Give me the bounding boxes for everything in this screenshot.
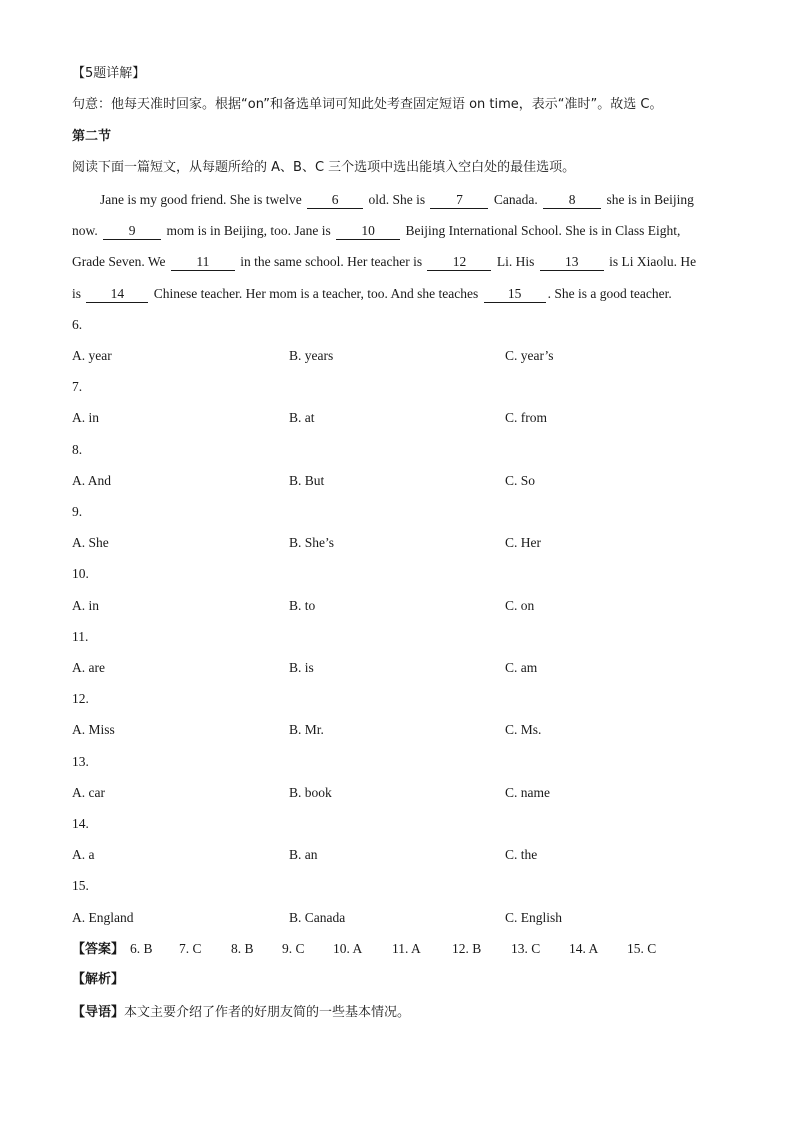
blank-14: 14 bbox=[86, 286, 148, 303]
passage-text: is Li Xiaolu. He bbox=[605, 254, 697, 269]
answers-label: 【答案】 bbox=[72, 942, 125, 957]
passage-text: old. She is bbox=[365, 192, 429, 207]
analysis-label: 【解析】 bbox=[72, 972, 125, 987]
answer-item: 8. B bbox=[231, 941, 254, 956]
question-number: 8. bbox=[72, 442, 83, 457]
section5-heading: 【5题详解】 bbox=[72, 66, 146, 81]
question-number: 6. bbox=[72, 317, 83, 332]
option-a: A. year bbox=[72, 348, 112, 363]
passage-text: . She is a good teacher. bbox=[547, 286, 672, 301]
option-c: C. year’s bbox=[505, 348, 554, 363]
question-number: 9. bbox=[72, 504, 83, 519]
passage-line-4 bbox=[72, 284, 672, 304]
passage-line-3 bbox=[72, 252, 696, 272]
passage-text: is bbox=[72, 286, 85, 301]
option-c: C. from bbox=[505, 410, 547, 425]
answers-row bbox=[72, 939, 124, 960]
passage-text: Chinese teacher. Her mom is a teacher, too. And she teaches bbox=[150, 286, 482, 301]
guide-text: 本文主要介绍了作者的好朋友简的一些基本情况。 bbox=[124, 1005, 411, 1020]
passage-text: she is in Beijing bbox=[603, 192, 694, 207]
question-number: 10. bbox=[72, 566, 89, 581]
answer-item: 6. B bbox=[130, 941, 153, 956]
question-number: 7. bbox=[72, 379, 83, 394]
option-a: A. in bbox=[72, 410, 99, 425]
section2-heading: 第二节 bbox=[72, 129, 112, 144]
answer-item: 11. A bbox=[392, 941, 421, 956]
option-c: C. Ms. bbox=[505, 722, 542, 737]
option-c: C. English bbox=[505, 910, 563, 925]
option-b: B. to bbox=[289, 598, 316, 613]
blank-13: 13 bbox=[540, 254, 604, 271]
passage-line-2 bbox=[72, 221, 680, 241]
question-number: 15. bbox=[72, 878, 89, 893]
guide-label: 【导语】 bbox=[72, 1005, 125, 1020]
option-a: A. a bbox=[72, 847, 95, 862]
passage-line-1 bbox=[100, 190, 694, 210]
answer-item: 14. A bbox=[569, 941, 599, 956]
passage-text: Jane is my good friend. She is twelve bbox=[100, 192, 306, 207]
question-number: 13. bbox=[72, 754, 89, 769]
answer-item: 9. C bbox=[282, 941, 305, 956]
option-a: A. And bbox=[72, 473, 112, 488]
passage-text: in the same school. Her teacher is bbox=[236, 254, 426, 269]
question-number: 14. bbox=[72, 816, 89, 831]
section5-explanation: 句意：他每天准时回家。根据“on”和备选单词可知此处考查固定短语 on time，表示“准时”。故选 C。 bbox=[72, 97, 663, 112]
option-a: A. are bbox=[72, 660, 105, 675]
option-b: B. book bbox=[289, 785, 332, 800]
passage-text: mom is in Beijing, too. Jane is bbox=[163, 223, 335, 238]
blank-15: 15 bbox=[484, 286, 546, 303]
passage-text: now. bbox=[72, 223, 102, 238]
question-number: 12. bbox=[72, 691, 89, 706]
option-a: A. She bbox=[72, 535, 109, 550]
option-c: C. the bbox=[505, 847, 538, 862]
option-b: B. an bbox=[289, 847, 318, 862]
option-b: B. She’s bbox=[289, 535, 335, 550]
option-a: A. car bbox=[72, 785, 105, 800]
question-number: 11. bbox=[72, 629, 89, 644]
option-b: B. Mr. bbox=[289, 722, 324, 737]
answer-item: 15. C bbox=[627, 941, 657, 956]
blank-9: 9 bbox=[103, 223, 161, 240]
passage-text: Beijing International School. She is in Class Eight, bbox=[402, 223, 681, 238]
blank-12: 12 bbox=[427, 254, 491, 271]
answer-item: 12. B bbox=[452, 941, 482, 956]
answer-item: 7. C bbox=[179, 941, 202, 956]
option-c: C. on bbox=[505, 598, 535, 613]
option-c: C. am bbox=[505, 660, 538, 675]
passage-text: Canada. bbox=[490, 192, 542, 207]
blank-8: 8 bbox=[543, 192, 601, 209]
option-b: B. is bbox=[289, 660, 314, 675]
blank-6: 6 bbox=[307, 192, 363, 209]
option-a: A. in bbox=[72, 598, 99, 613]
option-c: C. Her bbox=[505, 535, 541, 550]
option-a: A. Miss bbox=[72, 722, 115, 737]
blank-7: 7 bbox=[430, 192, 488, 209]
option-b: B. But bbox=[289, 473, 325, 488]
option-b: B. at bbox=[289, 410, 315, 425]
guide-row bbox=[72, 1002, 410, 1023]
option-b: B. years bbox=[289, 348, 334, 363]
passage-text: Grade Seven. We bbox=[72, 254, 169, 269]
passage-text: Li. His bbox=[493, 254, 538, 269]
blank-10: 10 bbox=[336, 223, 400, 240]
option-c: C. name bbox=[505, 785, 550, 800]
section2-instruction: 阅读下面一篇短文，从每题所给的 A、B、C 三个选项中选出能填入空白处的最佳选项。 bbox=[72, 160, 576, 175]
answer-item: 13. C bbox=[511, 941, 541, 956]
blank-11: 11 bbox=[171, 254, 235, 271]
option-c: C. So bbox=[505, 473, 536, 488]
option-a: A. England bbox=[72, 910, 134, 925]
option-b: B. Canada bbox=[289, 910, 346, 925]
answer-item: 10. A bbox=[333, 941, 363, 956]
